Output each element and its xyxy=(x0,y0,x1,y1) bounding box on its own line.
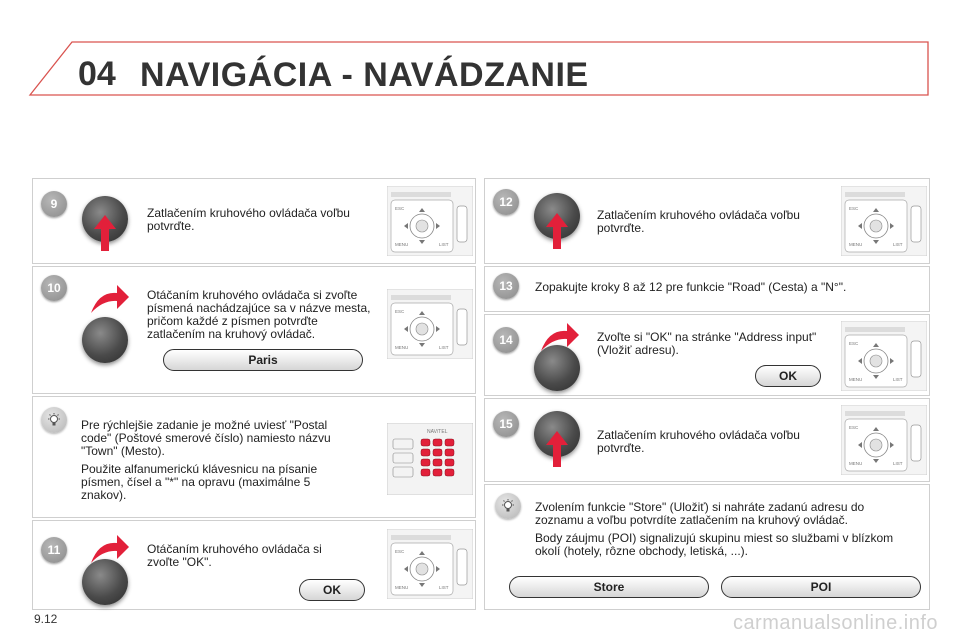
svg-text:LIST: LIST xyxy=(439,242,449,247)
tip-left-text xyxy=(81,419,341,507)
step-10-text: Otáčaním kruhového ovládača si zvoľte písmená nachádzajúce sa v názve mesta, pričom každé z písmen potvrďte zatlačením na kruhový ovládač. xyxy=(147,288,371,341)
radio-panel-image xyxy=(841,186,927,256)
svg-text:ESC: ESC xyxy=(395,206,405,211)
svg-text:MENU: MENU xyxy=(849,242,863,247)
svg-text:LIST: LIST xyxy=(893,377,903,382)
tip-right-panel xyxy=(484,484,930,610)
svg-text:MENU: MENU xyxy=(395,242,409,247)
step-11-text: Otáčaním kruhového ovládača si zvoľte "OK". xyxy=(147,542,322,569)
step-number-15: 15 xyxy=(493,411,519,437)
svg-text:LIST: LIST xyxy=(439,585,449,590)
svg-text:MENU: MENU xyxy=(395,345,409,350)
step-14-panel xyxy=(484,314,930,396)
alphanumeric-keypad-image xyxy=(387,423,473,495)
step-number-11: 11 xyxy=(41,537,67,563)
svg-text:ESC: ESC xyxy=(849,341,859,346)
lightbulb-icon xyxy=(501,499,515,513)
radio-panel-image xyxy=(387,289,473,359)
push-arrow-icon xyxy=(94,215,116,251)
tip-left-para-2: Použite alfanumerickú klávesnicu na písanie písmen, čísel a "*" na opravu (maximálne 5 znakov). xyxy=(81,462,318,502)
step-12-panel xyxy=(484,178,930,264)
footer-watermark: carmanualsonline.info xyxy=(732,612,938,634)
radio-panel-image xyxy=(387,186,473,256)
ok-button[interactable]: OK xyxy=(299,579,365,601)
step-11-panel xyxy=(32,520,476,610)
control-knob-icon xyxy=(82,317,128,363)
radio-panel-image xyxy=(841,405,927,475)
tip-right-text xyxy=(535,501,905,563)
svg-text:MENU: MENU xyxy=(395,585,409,590)
push-arrow-icon xyxy=(546,431,568,467)
step-10-panel xyxy=(32,266,476,394)
step-13-text: Zopakujte kroky 8 až 12 pre funkcie "Road" (Cesta) a "N°". xyxy=(535,280,847,294)
svg-text:LIST: LIST xyxy=(893,461,903,466)
page-title: NAVIGÁCIA - NAVÁDZANIE xyxy=(140,56,589,94)
svg-text:ESC: ESC xyxy=(395,549,405,554)
step-number-12: 12 xyxy=(493,189,519,215)
svg-text:ESC: ESC xyxy=(849,206,859,211)
step-number-14: 14 xyxy=(493,327,519,353)
step-15-panel xyxy=(484,398,930,482)
step-13-panel xyxy=(484,266,930,312)
svg-text:ESC: ESC xyxy=(395,309,405,314)
svg-text:LIST: LIST xyxy=(893,242,903,247)
control-knob-icon xyxy=(82,559,128,605)
svg-text:MENU: MENU xyxy=(849,377,863,382)
step-number-10: 10 xyxy=(41,275,67,301)
svg-text:LIST: LIST xyxy=(439,345,449,350)
chapter-number: 04 xyxy=(78,55,116,93)
svg-text:ESC: ESC xyxy=(849,425,859,430)
tip-right-para-2: Body záujmu (POI) signalizujú skupinu miest so službami v blízkom okolí (hotely, rôzne obchody, letiská, ...). xyxy=(535,531,894,558)
tip-right-para-1: Zvolením funkcie "Store" (Uložiť) si nahráte zadanú adresu do zoznamu a voľbu potvrdíte zatlačením na kruhový ovládač. xyxy=(535,500,865,527)
step-14-text: Zvoľte si "OK" na stránke "Address input" (Vložiť adresu). xyxy=(597,330,817,357)
step-9-panel xyxy=(32,178,476,264)
keypad-label: NAV/TEL xyxy=(427,429,448,435)
paris-button[interactable]: Paris xyxy=(163,349,363,371)
tip-left-panel xyxy=(32,396,476,518)
radio-panel-image xyxy=(387,529,473,599)
ok-button[interactable]: OK xyxy=(755,365,821,387)
svg-text:MENU: MENU xyxy=(849,461,863,466)
push-arrow-icon xyxy=(546,213,568,249)
control-knob-icon xyxy=(534,345,580,391)
step-number-9: 9 xyxy=(41,191,67,217)
step-9-text: Zatlačením kruhového ovládača voľbu potvrďte. xyxy=(147,206,350,233)
store-button[interactable]: Store xyxy=(509,576,709,598)
step-number-13: 13 xyxy=(493,273,519,299)
poi-button[interactable]: POI xyxy=(721,576,921,598)
page-number: 9.12 xyxy=(34,612,58,626)
step-12-text: Zatlačením kruhového ovládača voľbu potvrďte. xyxy=(597,208,800,235)
radio-panel-image xyxy=(841,321,927,391)
lightbulb-icon xyxy=(47,413,61,427)
step-15-text: Zatlačením kruhového ovládača voľbu potvrďte. xyxy=(597,428,800,455)
rotate-arrow-icon xyxy=(89,285,129,315)
tip-left-para-1: Pre rýchlejšie zadanie je možné uviesť "Postal code" (Poštové smerové číslo) namiesto názvu "Town" (Mesto). xyxy=(81,418,331,458)
